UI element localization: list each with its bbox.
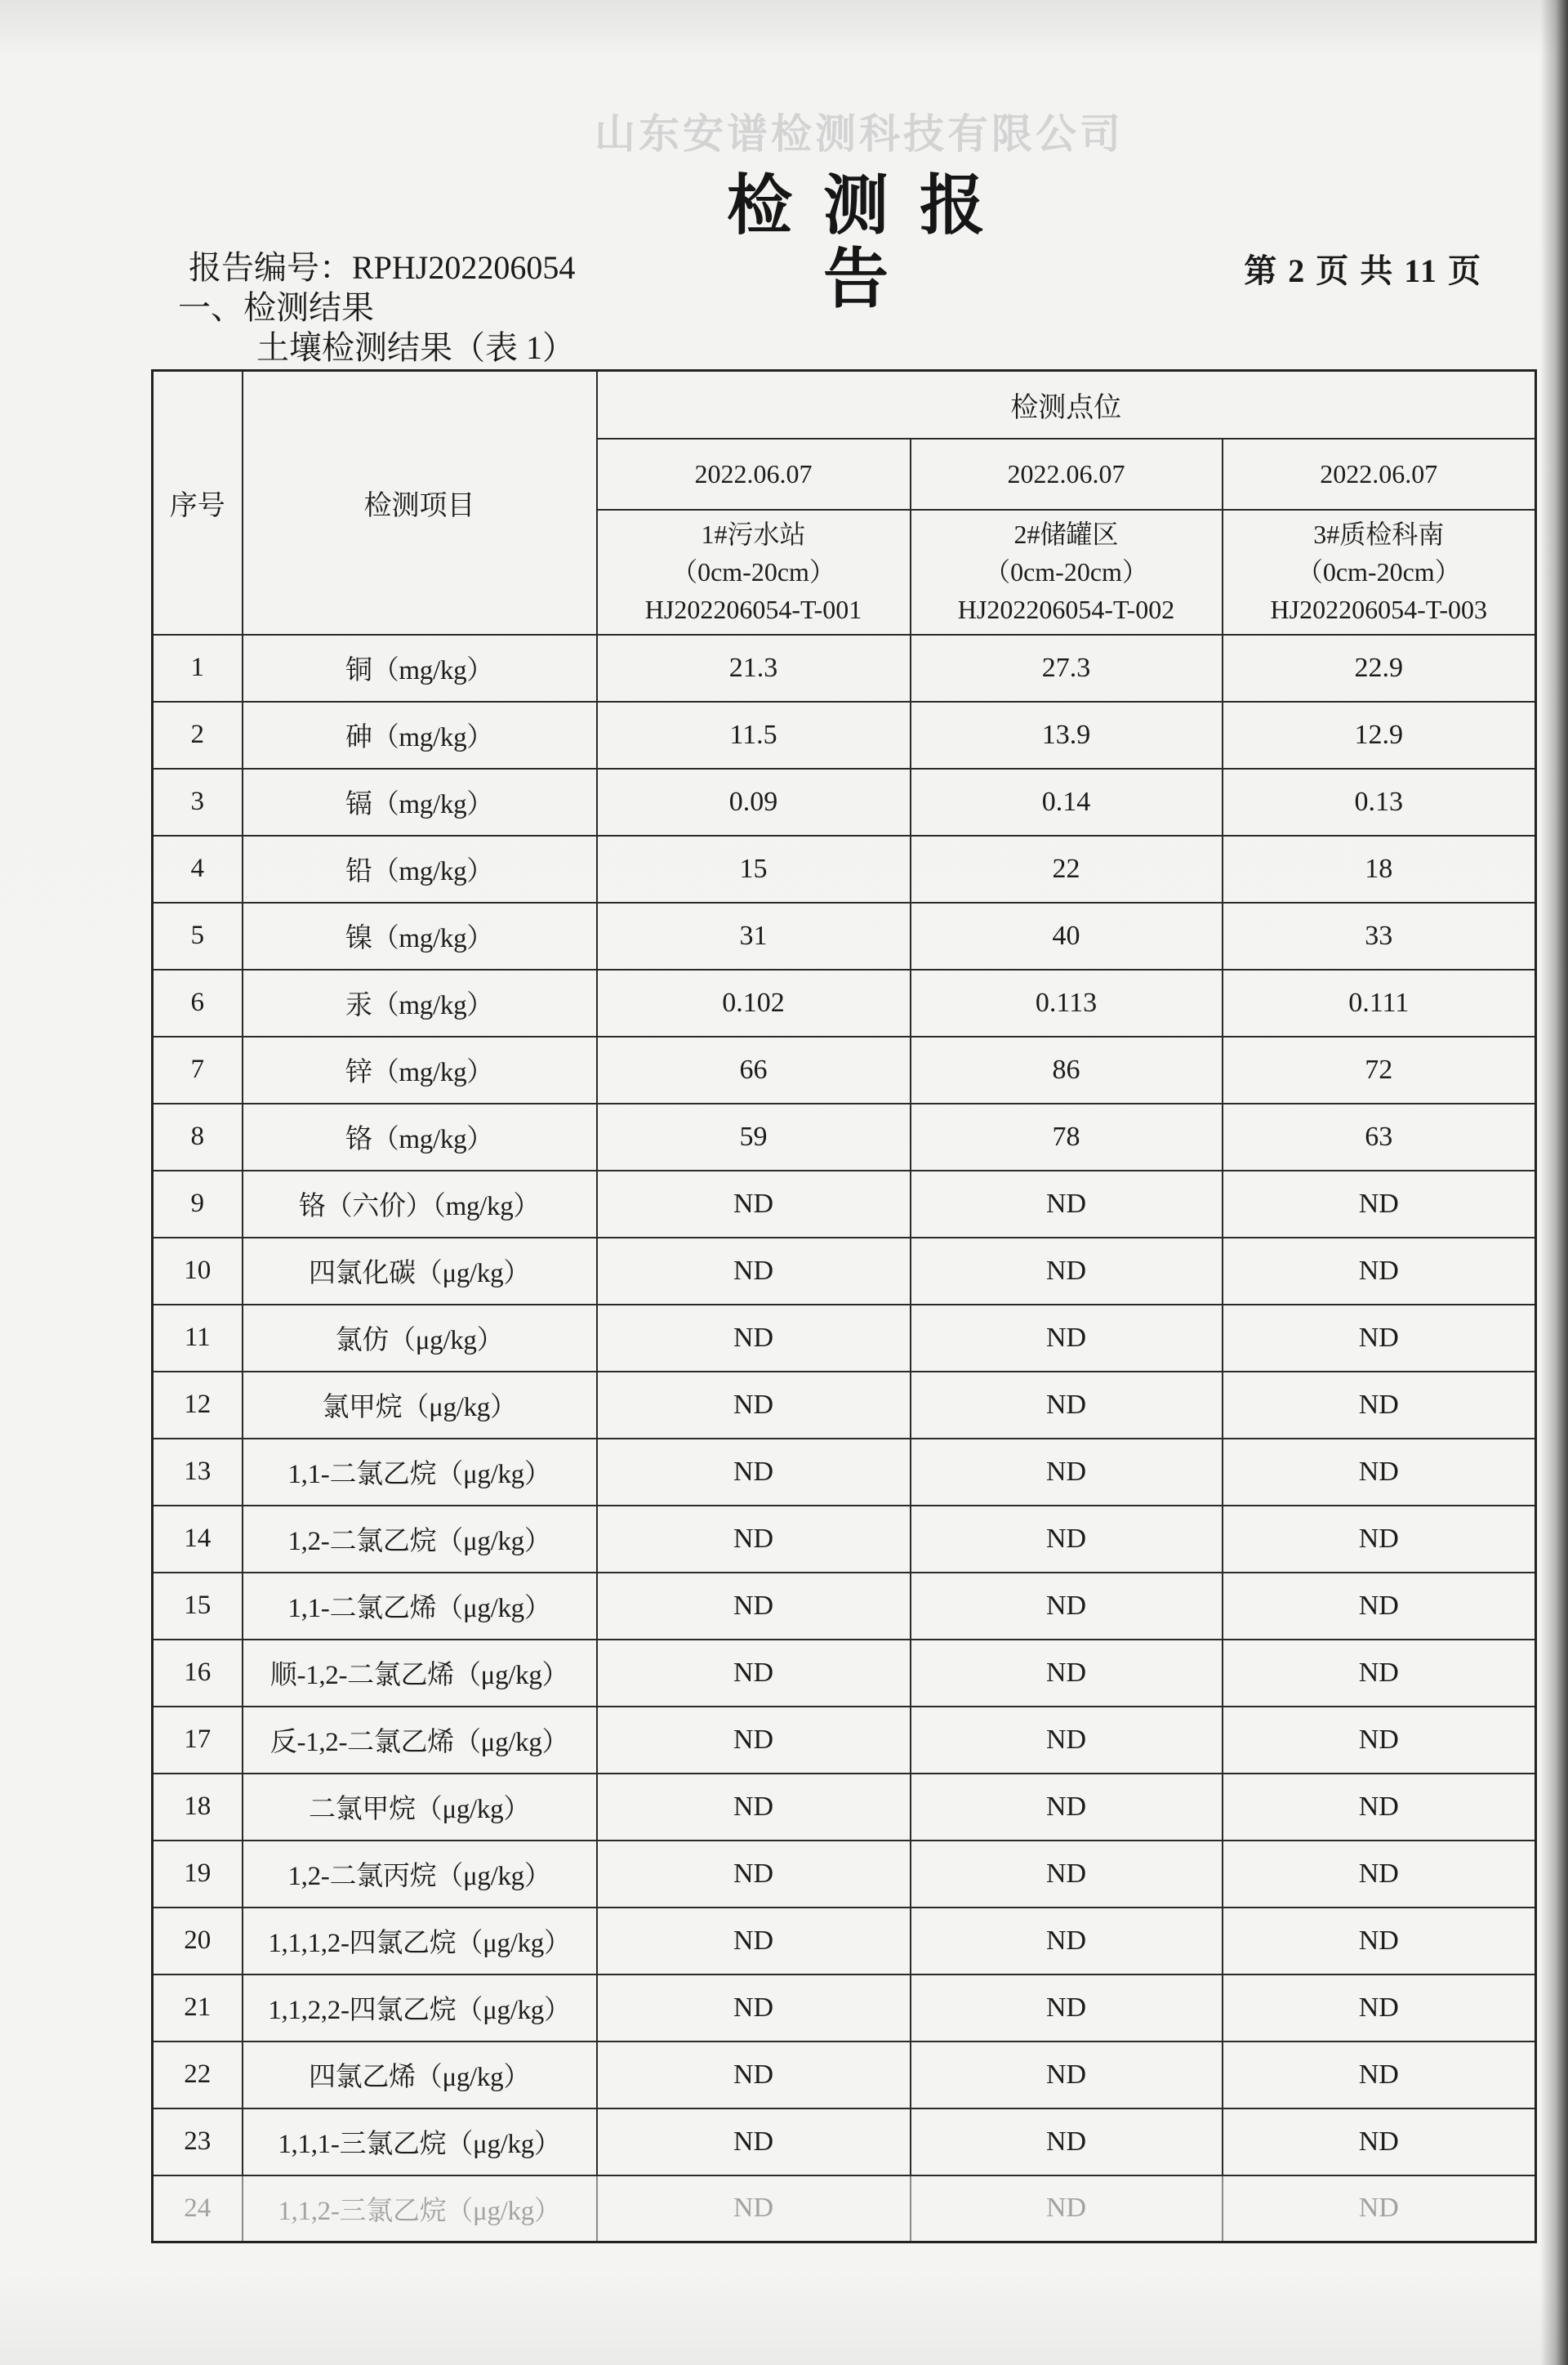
row-value: ND (597, 2175, 911, 2242)
row-value: 12.9 (1223, 702, 1536, 769)
row-item: 四氯化碳（μg/kg） (243, 1238, 597, 1305)
row-value: ND (911, 1305, 1223, 1372)
row-index: 19 (153, 1841, 243, 1908)
row-index: 24 (153, 2175, 243, 2242)
row-value: ND (911, 1707, 1223, 1774)
header-index: 序号 (153, 371, 243, 635)
row-value: ND (597, 1774, 911, 1841)
row-value: ND (1223, 1238, 1536, 1305)
row-value: 59 (597, 1104, 911, 1171)
row-index: 20 (153, 1908, 243, 1975)
row-value: ND (597, 1573, 911, 1640)
row-value: 40 (911, 903, 1223, 970)
row-value: ND (911, 1372, 1223, 1439)
table-caption: 土壤检测结果（表 1） (256, 329, 575, 366)
row-value: 0.102 (597, 970, 911, 1037)
row-value: ND (911, 1774, 1223, 1841)
row-item: 铅（mg/kg） (243, 836, 597, 903)
row-value: 31 (597, 903, 911, 970)
row-index: 4 (153, 836, 243, 903)
table-row (153, 702, 1536, 769)
row-value: 0.14 (911, 769, 1223, 836)
site-info (911, 510, 1223, 635)
table-row (153, 1908, 1536, 1975)
row-value: ND (597, 2108, 911, 2175)
row-item: 铬（六价）（mg/kg） (243, 1171, 597, 1238)
row-value: 72 (1223, 1037, 1536, 1104)
row-value: ND (1223, 1573, 1536, 1640)
row-index: 7 (153, 1037, 243, 1104)
row-value: 22.9 (1223, 635, 1536, 702)
row-value: 11.5 (597, 702, 911, 769)
table-row (153, 903, 1536, 970)
row-value: 78 (911, 1104, 1223, 1171)
table-row (153, 1238, 1536, 1305)
row-index: 13 (153, 1439, 243, 1506)
row-value: ND (1223, 2108, 1536, 2175)
row-value: ND (597, 1238, 911, 1305)
row-item: 1,1,2-三氯乙烷（μg/kg） (243, 2175, 597, 2242)
row-value: 21.3 (597, 635, 911, 702)
row-item: 1,1,1,2-四氯乙烷（μg/kg） (243, 1908, 597, 1975)
site-depth: （0cm-20cm） (984, 557, 1148, 587)
header-row (153, 371, 1536, 439)
row-item: 镉（mg/kg） (243, 769, 597, 836)
row-value: ND (1223, 1841, 1536, 1908)
site-name: 3#质检科南 (1313, 520, 1445, 549)
row-value: ND (1223, 1372, 1536, 1439)
row-item: 1,1,2,2-四氯乙烷（μg/kg） (243, 1975, 597, 2041)
row-index: 22 (153, 2041, 243, 2108)
table-row (153, 970, 1536, 1037)
row-index: 2 (153, 702, 243, 769)
table-row (153, 635, 1536, 702)
row-value: ND (597, 1439, 911, 1506)
row-index: 21 (153, 1975, 243, 2041)
table-row (153, 1506, 1536, 1573)
row-index: 1 (153, 635, 243, 702)
row-value: ND (911, 1908, 1223, 1975)
row-value: ND (1223, 1506, 1536, 1573)
row-value: ND (911, 2108, 1223, 2175)
site-date: 2022.06.07 (911, 439, 1223, 510)
site-date: 2022.06.07 (1223, 439, 1536, 510)
row-value: ND (911, 1439, 1223, 1506)
row-value: 22 (911, 836, 1223, 903)
site-sample-id: HJ202206054-T-001 (644, 595, 862, 624)
row-item: 1,2-二氯乙烷（μg/kg） (243, 1506, 597, 1573)
row-index: 15 (153, 1573, 243, 1640)
report-number: 报告编号：RPHJ202206054 (189, 249, 576, 286)
site-sample-id: HJ202206054-T-002 (957, 595, 1175, 624)
row-item: 镍（mg/kg） (243, 903, 597, 970)
row-index: 17 (153, 1707, 243, 1774)
row-index: 3 (153, 769, 243, 836)
row-item: 砷（mg/kg） (243, 702, 597, 769)
table-row (153, 1104, 1536, 1171)
header-points: 检测点位 (597, 371, 1536, 439)
row-value: 63 (1223, 1104, 1536, 1171)
site-sample-id: HJ202206054-T-003 (1270, 595, 1487, 624)
row-item: 锌（mg/kg） (243, 1037, 597, 1104)
row-value: ND (1223, 2175, 1536, 2242)
row-value: 33 (1223, 903, 1536, 970)
site-depth: （0cm-20cm） (1296, 557, 1461, 587)
row-item: 四氯乙烯（μg/kg） (243, 2041, 597, 2108)
table-row (153, 2041, 1536, 2108)
row-index: 9 (153, 1171, 243, 1238)
table-row (153, 1841, 1536, 1908)
row-value: ND (597, 2041, 911, 2108)
row-value: ND (911, 1841, 1223, 1908)
row-value: ND (1223, 1707, 1536, 1774)
row-index: 18 (153, 1774, 243, 1841)
row-value: ND (1223, 1975, 1536, 2041)
row-value: ND (911, 1975, 1223, 2041)
site-info (597, 510, 911, 635)
table-row (153, 1975, 1536, 2041)
row-value: ND (1223, 1774, 1536, 1841)
site-name: 2#储罐区 (1013, 520, 1119, 549)
row-value: ND (911, 1640, 1223, 1707)
results-body (153, 635, 1536, 2242)
row-value: ND (911, 1506, 1223, 1573)
table-row (153, 769, 1536, 836)
table-row (153, 1707, 1536, 1774)
table-row (153, 1640, 1536, 1707)
row-item: 氯仿（μg/kg） (243, 1305, 597, 1372)
row-index: 6 (153, 970, 243, 1037)
report-title: 检测报告 (727, 171, 1016, 316)
table-row (153, 1171, 1536, 1238)
page-indicator: 第 2 页 共 11 页 (1244, 252, 1482, 289)
row-value: ND (911, 1573, 1223, 1640)
row-value: ND (597, 1506, 911, 1573)
row-value: ND (597, 1305, 911, 1372)
table-row (153, 1774, 1536, 1841)
row-item: 铬（mg/kg） (243, 1104, 597, 1171)
site-name: 1#污水站 (701, 520, 806, 549)
row-index: 10 (153, 1238, 243, 1305)
row-item: 顺-1,2-二氯乙烯（μg/kg） (243, 1640, 597, 1707)
table-row (153, 2175, 1536, 2242)
row-value: 0.111 (1223, 970, 1536, 1037)
row-item: 1,1-二氯乙烯（μg/kg） (243, 1573, 597, 1640)
row-value: ND (1223, 2041, 1536, 2108)
table-row (153, 1305, 1536, 1372)
row-index: 11 (153, 1305, 243, 1372)
row-value: ND (597, 1908, 911, 1975)
page-edge-shadow (1540, 0, 1568, 2365)
table-row (153, 1439, 1536, 1506)
row-value: 27.3 (911, 635, 1223, 702)
row-item: 汞（mg/kg） (243, 970, 597, 1037)
soil-results-table (151, 369, 1537, 2243)
company-name: 山东安谱检测科技有限公司 (595, 111, 1124, 157)
row-value: ND (597, 1975, 911, 2041)
row-index: 23 (153, 2108, 243, 2175)
row-value: ND (1223, 1305, 1536, 1372)
row-index: 12 (153, 1372, 243, 1439)
row-value: ND (597, 1171, 911, 1238)
row-value: ND (911, 2041, 1223, 2108)
site-date: 2022.06.07 (597, 439, 911, 510)
row-value: ND (597, 1640, 911, 1707)
row-value: ND (1223, 1640, 1536, 1707)
row-value: 13.9 (911, 702, 1223, 769)
row-item: 1,1,1-三氯乙烷（μg/kg） (243, 2108, 597, 2175)
row-item: 1,2-二氯丙烷（μg/kg） (243, 1841, 597, 1908)
site-info (1223, 510, 1536, 635)
row-value: ND (1223, 1908, 1536, 1975)
row-value: 0.113 (911, 970, 1223, 1037)
row-index: 16 (153, 1640, 243, 1707)
table-row (153, 2108, 1536, 2175)
row-value: 86 (911, 1037, 1223, 1104)
row-item: 反-1,2-二氯乙烯（μg/kg） (243, 1707, 597, 1774)
row-value: ND (1223, 1439, 1536, 1506)
row-index: 14 (153, 1506, 243, 1573)
row-value: ND (911, 1171, 1223, 1238)
row-value: ND (597, 1707, 911, 1774)
row-value: 15 (597, 836, 911, 903)
row-item: 氯甲烷（μg/kg） (243, 1372, 597, 1439)
table-row (153, 1372, 1536, 1439)
row-value: ND (597, 1372, 911, 1439)
row-value: ND (911, 1238, 1223, 1305)
table-row (153, 1573, 1536, 1640)
row-value: ND (597, 1841, 911, 1908)
row-index: 5 (153, 903, 243, 970)
row-value: ND (1223, 1171, 1536, 1238)
row-value: 18 (1223, 836, 1536, 903)
row-index: 8 (153, 1104, 243, 1171)
row-item: 二氯甲烷（μg/kg） (243, 1774, 597, 1841)
site-depth: （0cm-20cm） (671, 557, 835, 587)
row-value: ND (911, 2175, 1223, 2242)
row-item: 1,1-二氯乙烷（μg/kg） (243, 1439, 597, 1506)
row-item: 铜（mg/kg） (243, 635, 597, 702)
table-row (153, 836, 1536, 903)
row-value: 0.13 (1223, 769, 1536, 836)
row-value: 66 (597, 1037, 911, 1104)
section-title: 一、检测结果 (178, 289, 374, 326)
table-row (153, 1037, 1536, 1104)
row-value: 0.09 (597, 769, 911, 836)
header-item: 检测项目 (243, 371, 597, 635)
